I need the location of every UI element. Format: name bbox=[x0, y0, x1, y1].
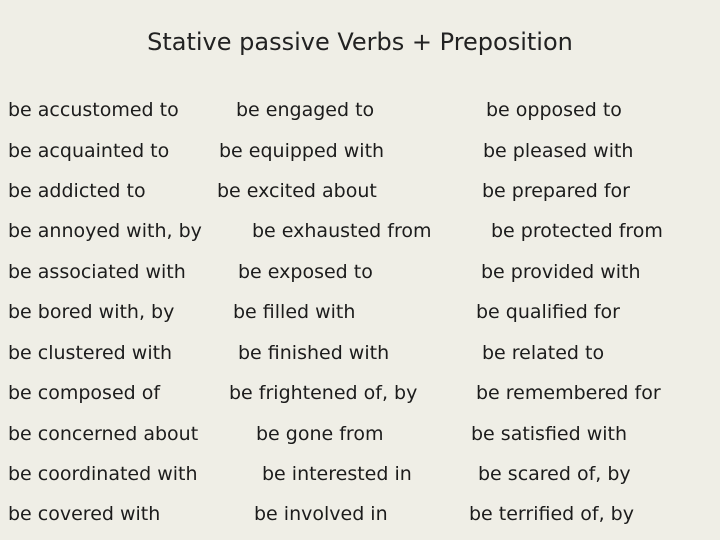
verb-phrase: be opposed to bbox=[486, 99, 622, 121]
verb-phrase: be pleased with bbox=[483, 140, 634, 162]
verb-row bbox=[0, 333, 720, 373]
verb-phrase: be scared of, by bbox=[478, 463, 631, 485]
verb-phrase: be bored with, by bbox=[8, 301, 175, 323]
verb-phrase: be composed of bbox=[8, 382, 161, 404]
verb-row bbox=[0, 252, 720, 292]
verb-row bbox=[0, 414, 720, 454]
verb-row bbox=[0, 494, 720, 534]
verb-row bbox=[0, 211, 720, 251]
verb-phrase: be involved in bbox=[254, 503, 388, 525]
verb-phrase: be concerned about bbox=[8, 423, 199, 445]
verb-row bbox=[0, 454, 720, 494]
verb-row bbox=[0, 90, 720, 130]
verb-row bbox=[0, 292, 720, 332]
verb-phrase: be associated with bbox=[8, 261, 186, 283]
verb-phrase: be engaged to bbox=[236, 99, 375, 121]
verb-phrase: be accustomed to bbox=[8, 99, 179, 121]
verb-phrase: be coordinated with bbox=[8, 463, 198, 485]
verb-phrase: be finished with bbox=[238, 342, 390, 364]
verb-phrase: be qualified for bbox=[476, 301, 620, 323]
verb-phrase: be equipped with bbox=[219, 140, 385, 162]
verb-phrase: be protected from bbox=[491, 220, 663, 242]
verb-phrase: be covered with bbox=[8, 503, 161, 525]
verb-phrase: be clustered with bbox=[8, 342, 173, 364]
verb-row bbox=[0, 171, 720, 211]
verb-phrase: be interested in bbox=[262, 463, 412, 485]
verb-phrase: be frightened of, by bbox=[229, 382, 418, 404]
verb-phrase: be satisfied with bbox=[471, 423, 628, 445]
verb-row bbox=[0, 373, 720, 413]
verb-phrase: be excited about bbox=[217, 180, 377, 202]
verb-phrase: be filled with bbox=[233, 301, 356, 323]
verb-row bbox=[0, 131, 720, 171]
verb-phrase: be exposed to bbox=[238, 261, 373, 283]
verb-phrase: be provided with bbox=[481, 261, 641, 283]
verb-phrase: be exhausted from bbox=[252, 220, 432, 242]
verb-phrase: be gone from bbox=[256, 423, 384, 445]
verb-phrase: be terrified of, by bbox=[469, 503, 634, 525]
verb-phrase: be remembered for bbox=[476, 382, 661, 404]
verb-phrase: be addicted to bbox=[8, 180, 146, 202]
slide-title: Stative passive Verbs + Preposition bbox=[147, 28, 573, 56]
verb-phrase: be annoyed with, by bbox=[8, 220, 202, 242]
verb-phrase: be prepared for bbox=[482, 180, 630, 202]
verb-phrase: be related to bbox=[482, 342, 605, 364]
verb-phrase: be acquainted to bbox=[8, 140, 170, 162]
